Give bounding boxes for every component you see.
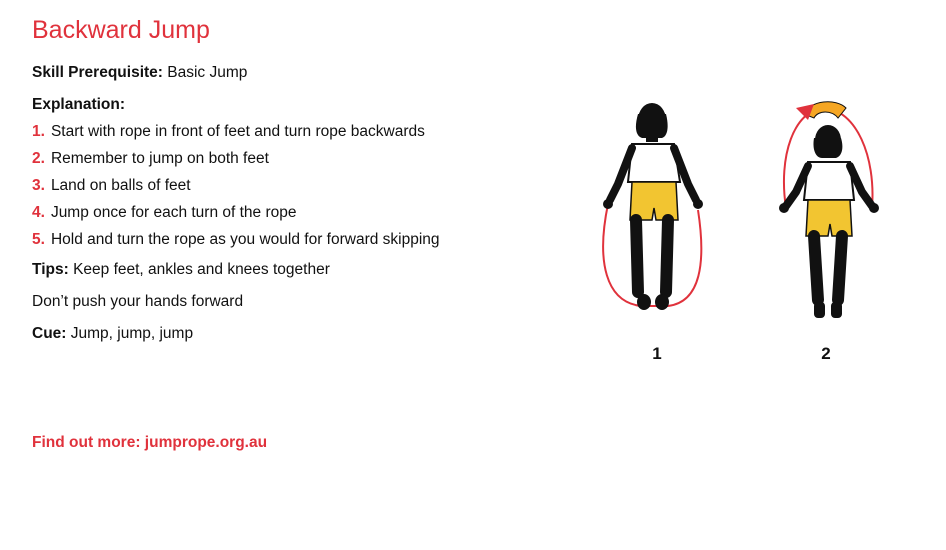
prerequisite-value: Basic Jump	[167, 64, 248, 81]
prerequisite-label: Skill Prerequisite:	[32, 64, 163, 81]
tip-2: Don’t push your hands forward	[32, 293, 244, 310]
jumper-rope-down-icon	[596, 92, 716, 322]
step-text: Remember to jump on both feet	[50, 150, 269, 167]
tips	[32, 261, 330, 279]
step-number: 5.	[32, 231, 45, 248]
cue-value: Jump, jump, jump	[70, 325, 194, 342]
step-text: Start with rope in front of feet and turn rope backwards	[50, 123, 425, 140]
step-number: 2.	[32, 150, 45, 167]
find-out-more-link[interactable]: Find out more: jumprope.org.au	[32, 434, 268, 451]
step-text: Hold and turn the rope as you would for forward skipping	[50, 231, 440, 248]
step-2	[32, 150, 269, 168]
step-text: Jump once for each turn of the rope	[50, 204, 297, 221]
step-5	[32, 231, 440, 249]
step-text: Land on balls of feet	[50, 177, 191, 194]
figure-label-1: 1	[652, 344, 662, 363]
page-title: Backward Jump	[32, 16, 210, 44]
tips-label: Tips:	[32, 261, 69, 278]
step-number: 1.	[32, 123, 45, 140]
figure-label-2: 2	[821, 344, 831, 363]
explanation-heading	[32, 96, 125, 114]
cue-label: Cue:	[32, 325, 67, 342]
tips-value: Keep feet, ankles and knees together	[73, 261, 330, 278]
step-number: 4.	[32, 204, 45, 221]
step-3	[32, 177, 191, 195]
skill-prerequisite	[32, 64, 247, 82]
cue	[32, 325, 193, 343]
step-4	[32, 204, 297, 222]
step-1	[32, 123, 425, 141]
explanation-label: Explanation:	[32, 96, 126, 113]
jumper-rope-overhead-backward-arrow-icon	[774, 96, 884, 332]
step-number: 3.	[32, 177, 45, 194]
